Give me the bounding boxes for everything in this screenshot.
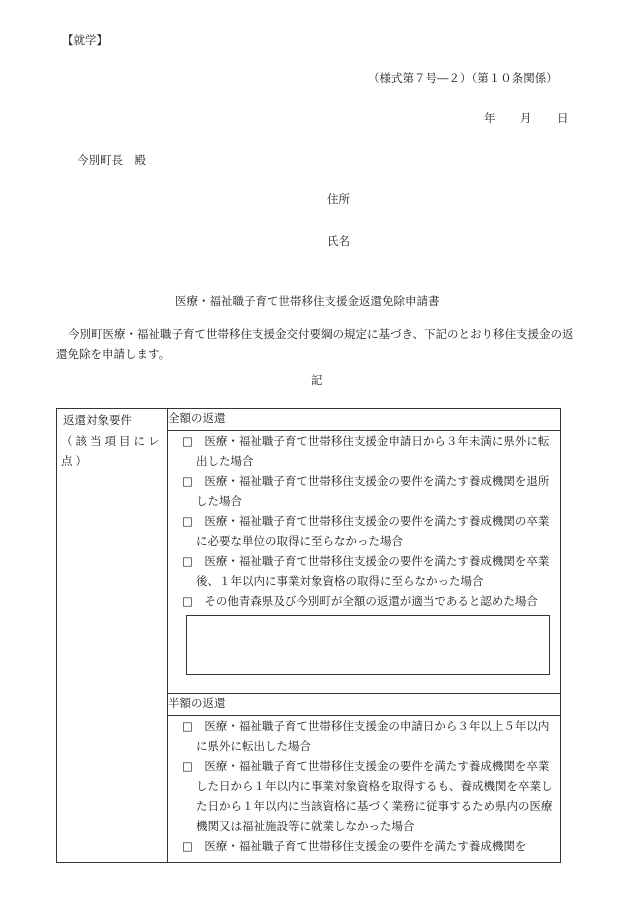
addressee: 今別町長 殿 xyxy=(77,153,146,167)
half-refund-items xyxy=(168,716,561,863)
half-refund-item-3[interactable]: □ 医療・福祉職子育て世帯移住支援金の要件を満たす養成機関を xyxy=(182,839,527,853)
half-refund-heading: 半額の返還 xyxy=(168,694,561,716)
full-refund-other-item[interactable]: □ その他青森県及び今別町が全額の返還が適当であると認めた場合 xyxy=(182,594,538,608)
refund-requirements-table xyxy=(56,408,561,863)
requirement-label-cell xyxy=(57,409,168,863)
address-label: 住所 xyxy=(327,192,350,206)
document-title: 医療・福祉職子育て世帯移住支援金返還免除申請書 xyxy=(175,294,440,308)
full-refund-item-1[interactable]: □ 医療・福祉職子育て世帯移住支援金申請日から３年未満に県外に転出した場合 xyxy=(182,434,550,468)
full-refund-heading: 全額の返還 xyxy=(168,409,561,431)
other-reason-input-box[interactable] xyxy=(186,615,550,675)
full-refund-item-2[interactable]: □ 医療・福祉職子育て世帯移住支援金の要件を満たす養成機関を退所した場合 xyxy=(182,474,550,508)
date-year: 年 xyxy=(484,111,496,125)
category-label: 【就学】 xyxy=(62,33,108,47)
date-month: 月 xyxy=(520,111,532,125)
full-refund-item-4[interactable]: □ 医療・福祉職子育て世帯移住支援金の要件を満たす養成機関を卒業後、１年以内に事業対象資格の取得に至らなかった場合 xyxy=(182,554,550,588)
half-refund-item-1[interactable]: □ 医療・福祉職子育て世帯移住支援金の申請日から３年以上５年以内に県外に転出した場合 xyxy=(182,719,550,753)
form-number: （様式第７号―２）（第１０条関係） xyxy=(368,71,558,85)
date-day: 日 xyxy=(557,111,569,125)
name-label: 氏名 xyxy=(327,234,350,248)
body-text: 今別町医療・福祉職子育て世帯移住支援金交付要綱の規定に基づき、下記のとおり移住支援金の返還免除を申請します。 xyxy=(56,327,574,361)
half-refund-item-2[interactable]: □ 医療・福祉職子育て世帯移住支援金の要件を満たす養成機関を卒業した日から１年以内に事業対象資格を取得するも、養成機関を卒業した日から１年以内に当該資格に基づく業務に従事するため県内の医療機関又は福祉施設等に就業しなかった場合 xyxy=(182,759,553,833)
full-refund-items xyxy=(168,431,561,694)
full-refund-item-3[interactable]: □ 医療・福祉職子育て世帯移住支援金の要件を満たす養成機関の卒業に必要な単位の取得に至らなかった場合 xyxy=(182,514,550,548)
requirement-note: （該当項目にレ点） xyxy=(61,434,163,468)
requirement-label: 返還対象要件 xyxy=(63,413,132,427)
ki-label: 記 xyxy=(311,373,323,387)
